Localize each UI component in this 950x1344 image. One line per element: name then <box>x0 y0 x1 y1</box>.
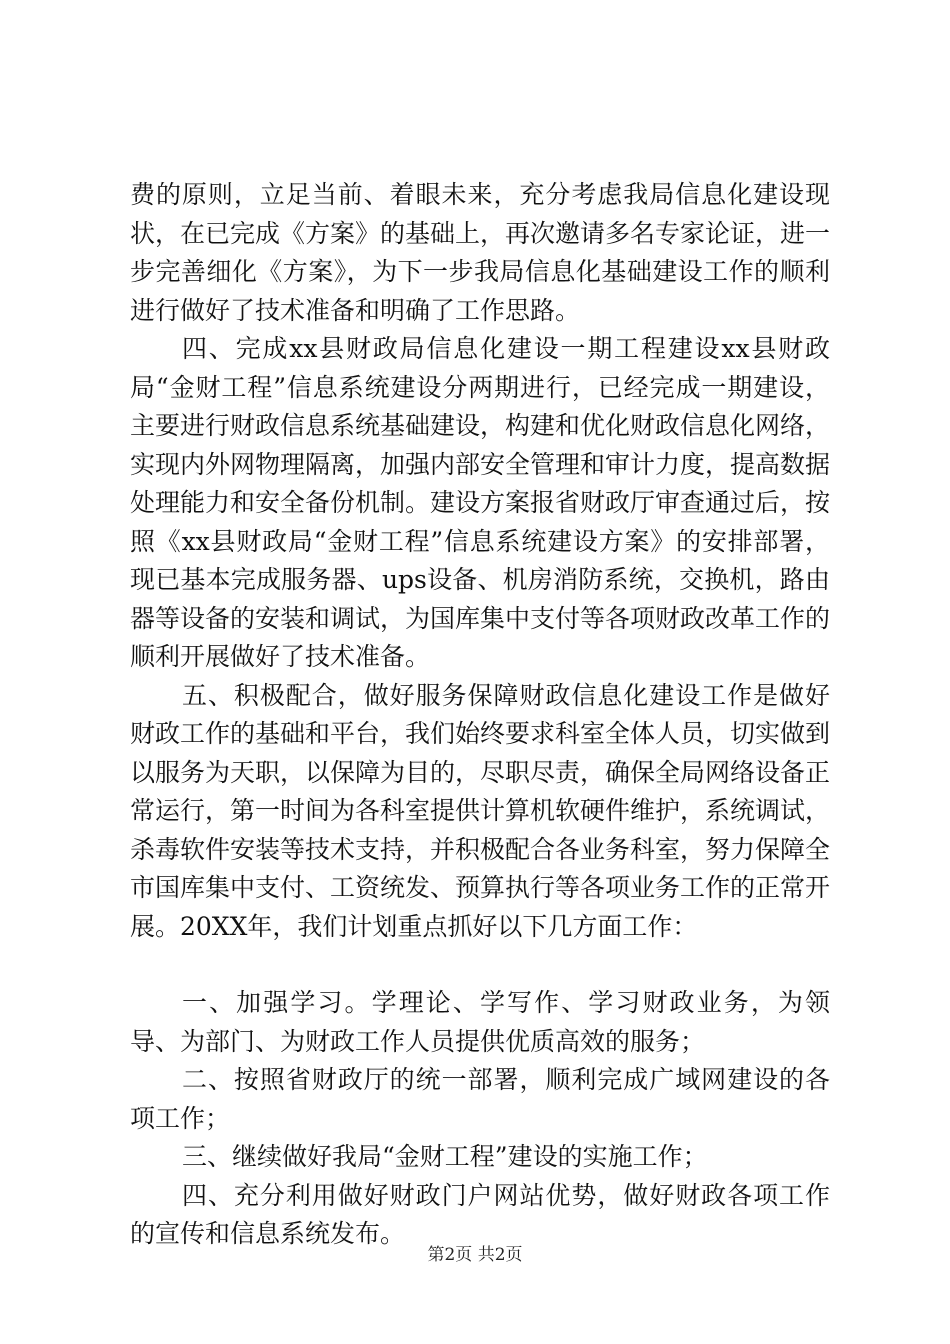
plan-item-3: 三、继续做好我局“金财工程”建设的实施工作； <box>182 1142 708 1171</box>
plan-item-4: 四、充分利用做好财政门户网站优势，做好财政各项工作的宣传和信息系统发布。 <box>130 1180 830 1248</box>
paragraph-continuation: 费的原则，立足当前、着眼未来，充分考虑我局信息化建设现状，在已完成《方案》的基础上，再次邀请多名专家论证，进一步完善细化《方案》，为下一步我局信息化基础建设工作的顺利进行做好了技术准备和明确了工作思路。 <box>130 180 831 325</box>
page-number-footer: 第2页 共2页 <box>427 1245 523 1265</box>
paragraph-section-five: 五、积极配合，做好服务保障财政信息化建设工作是做好财政工作的基础和平台，我们始终要求科室全体人员，切实做到以服务为天职，以保障为目的，尽职尽责，确保全局网络设备正常运行，第一时间为各科室提供计算机软硬件维护，系统调试，杀毒软件安装等技术支持，并积极配合各业务科室，努力保障全市国库集中支付、工资统发、预算执行等各项业务工作的正常开展。20XX年，我们计划重点抓好以下几方面工作： <box>130 680 831 941</box>
plan-item-1: 一、加强学习。学理论、学写作、学习财政业务，为领导、为部门、为财政工作人员提供优质高效的服务； <box>130 988 830 1056</box>
paragraph-section-four: 四、完成xx县财政局信息化建设一期工程建设xx县财政局“金财工程”信息系统建设分两期进行，已经完成一期建设，主要进行财政信息系统基础建设，构建和优化财政信息化网络，实现内外网物理隔离，加强内部安全管理和审计力度，提高数据处理能力和安全备份机制。建设方案报省财政厅审查通过后，按照《xx县财政局“金财工程”信息系统建设方案》的安排部署，现已基本完成服务器、ups设备、机房消防系统，交换机，路由器等设备的安装和调试，为国库集中支付等各项财政改革工作的顺利开展做好了技术准备。 <box>130 334 831 671</box>
document-body <box>130 176 830 1254</box>
plan-item-2: 二、按照省财政厅的统一部署，顺利完成广域网建设的各项工作； <box>130 1065 830 1133</box>
